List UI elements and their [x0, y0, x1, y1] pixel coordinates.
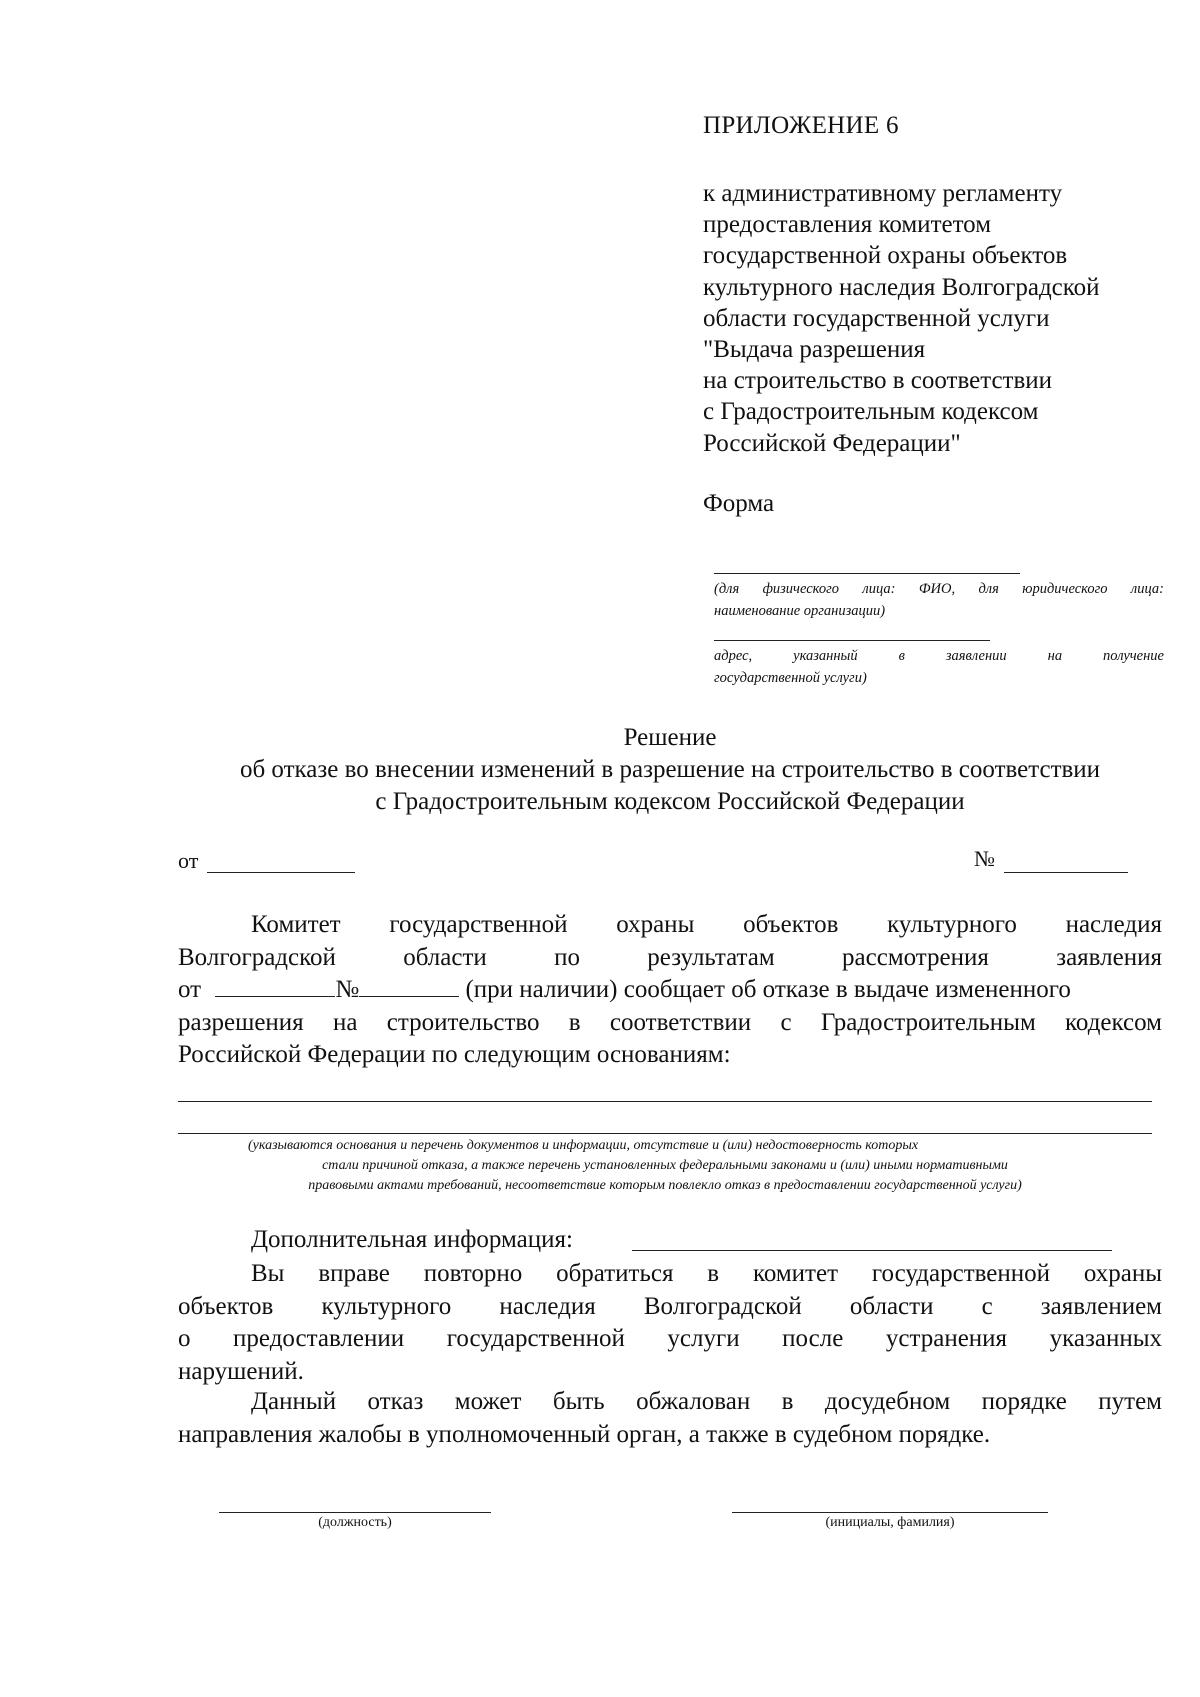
appendix-line: государственной охраны объектов	[703, 242, 1068, 270]
paragraph-line: Данный отказ может быть обжалован в досудебном порядке путем	[251, 1388, 1162, 1415]
recipient-name-caption	[714, 578, 1164, 622]
paragraph-text: (при наличии) сообщает об отказе в выдаче измененного	[465, 976, 1071, 1003]
application-date-field	[215, 974, 335, 997]
caption-line: правовыми актами требований, несоответствие которым повлекло отказ в предоставлении государственной услуги)	[308, 1178, 1022, 1193]
number-field-line	[1004, 872, 1128, 873]
application-number-label: №	[335, 976, 360, 1003]
appendix-description	[703, 178, 1183, 459]
paragraph-line: направления жалобы в уполномоченный орган, а также в судебном порядке.	[178, 1420, 991, 1448]
caption-line: (для физического лица: ФИО, для юридического лица:	[714, 581, 1164, 597]
application-number-field	[359, 974, 459, 997]
reasons-line	[178, 1101, 1152, 1102]
paragraph-line: объектов культурного наследия Волгоградской области с заявлением	[178, 1292, 1162, 1320]
appendix-line: на строительство в соответствии	[703, 367, 1053, 395]
name-caption: (инициалы, фамилия)	[825, 1515, 955, 1530]
appendix-line: с Градостроительным кодексом	[703, 398, 1039, 426]
from-label: от	[178, 976, 202, 1003]
appendix-line: предоставления комитетом	[703, 211, 992, 239]
caption-line: адрес, указанный в заявлении на получение	[714, 648, 1164, 664]
paragraph-line: Российской Федерации по следующим основаниям:	[178, 1041, 731, 1068]
caption-line: (указываются основания и перечень документов и информации, отсутствие и (или) недостоверность которых	[248, 1138, 919, 1153]
paragraph-line: нарушений.	[178, 1357, 304, 1385]
paragraph-line: Комитет государственной охраны объектов культурного наследия	[251, 911, 1162, 938]
appendix-line: культурного наследия Волгоградской	[703, 273, 1100, 301]
appendix-line: области государственной услуги	[703, 304, 1050, 332]
paragraph-line: Волгоградской области по результатам рассмотрения заявления	[178, 943, 1162, 971]
decision-title: Решение	[623, 724, 717, 751]
additional-info-row	[251, 1226, 573, 1254]
name-signature-line	[732, 1512, 1048, 1513]
caption-line: стали причиной отказа, а также перечень установленных федеральными законами и (или) иными нормативными	[322, 1158, 1008, 1173]
paragraph-line: разрешения на строительство в соответствии с Градостроительным кодексом	[178, 1008, 1162, 1036]
caption-line: государственной услуги)	[714, 670, 867, 686]
recipient-name-line	[714, 573, 1020, 574]
number-label: №	[974, 846, 995, 871]
recipient-address-caption	[714, 645, 1164, 689]
paragraph-line-fields	[178, 974, 1162, 1007]
paragraph-3	[178, 1386, 1162, 1451]
appendix-line: "Выдача разрешения	[703, 336, 926, 364]
position-signature-line	[219, 1512, 491, 1513]
caption-line: наименование организации)	[714, 603, 886, 619]
paragraph-1	[178, 909, 1162, 1072]
decision-subtitle: об отказе во внесении изменений в разрешение на строительство в соответствии	[239, 756, 1101, 783]
appendix-line: Российской Федерации"	[703, 429, 961, 457]
paragraph-line: Вы вправе повторно обратиться в комитет государственной охраны	[251, 1260, 1162, 1287]
paragraph-line: о предоставлении государственной услуги после устранения указанных	[178, 1325, 1162, 1352]
form-label: Форма	[703, 490, 775, 517]
date-label: от	[178, 848, 199, 873]
decision-subtitle: с Градостроительным кодексом Российской Федерации	[375, 788, 965, 815]
additional-info-field	[632, 1250, 1112, 1251]
position-caption: (должность)	[318, 1515, 392, 1530]
appendix-line: к административному регламенту	[703, 180, 1063, 207]
paragraph-2	[178, 1258, 1162, 1388]
reasons-caption	[178, 1136, 1152, 1196]
reasons-line	[178, 1133, 1152, 1134]
additional-info-label: Дополнительная информация:	[251, 1226, 573, 1253]
appendix-title: ПРИЛОЖЕНИЕ 6	[703, 112, 899, 139]
date-field-line	[207, 872, 355, 873]
recipient-address-line	[714, 640, 990, 641]
